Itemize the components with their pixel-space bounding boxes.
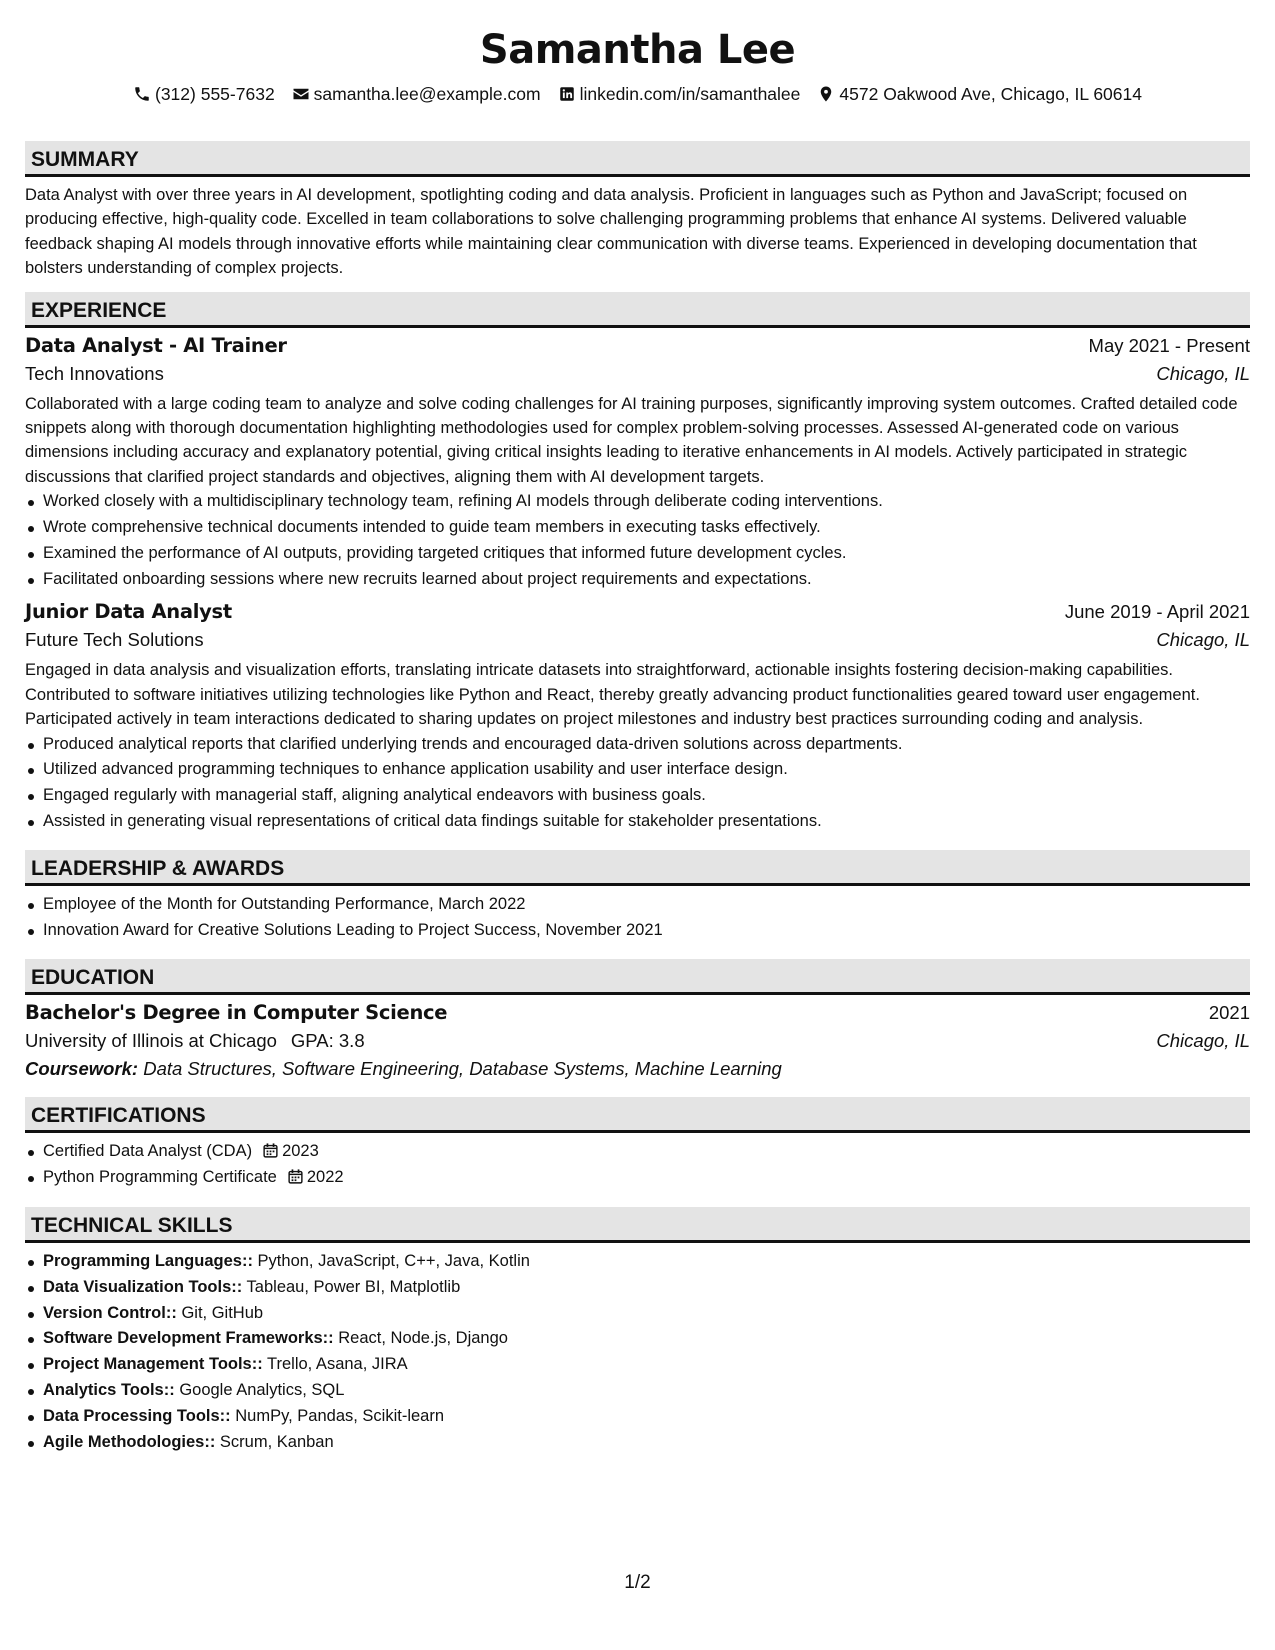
list-item bbox=[43, 1301, 1250, 1327]
certification-name: Python Programming Certificate bbox=[43, 1168, 277, 1187]
skill-label: Programming Languages:: bbox=[43, 1252, 253, 1271]
education-header bbox=[25, 1001, 1250, 1024]
address-text: 4572 Oakwood Ave, Chicago, IL 60614 bbox=[839, 83, 1142, 104]
skill-label: Analytics Tools:: bbox=[43, 1381, 175, 1400]
skills-heading: TECHNICAL SKILLS bbox=[25, 1207, 1250, 1243]
skills-list bbox=[25, 1249, 1250, 1455]
job-description: Collaborated with a large coding team to analyze and solve coding challenges for AI training purposes, significantly improving system outcomes. Crafted detailed code snippets along with thorough documentation highlighting methodologies used for complex problem-solving processes. Assessed AI-generated code on various dimensions including accuracy and explanatory potential, giving critical insights leading to iterative enhancements in AI models. Actively participated in strategic discussions that clarified project standards and objectives, aligning them with AI development targets. bbox=[25, 394, 1238, 486]
linkedin-text[interactable]: linkedin.com/in/samanthalee bbox=[579, 83, 801, 104]
certification-name: Certified Data Analyst (CDA) bbox=[43, 1142, 253, 1161]
skill-label: Software Development Frameworks:: bbox=[43, 1329, 334, 1348]
experience-heading: EXPERIENCE bbox=[25, 292, 1250, 328]
summary-heading: SUMMARY bbox=[25, 141, 1250, 177]
resume-page bbox=[25, 0, 1250, 1650]
email-text[interactable]: samantha.lee@example.com bbox=[313, 83, 541, 104]
list-item: Worked closely with a multidisciplinary technology team, refining AI models through deliberate coding interventions. bbox=[43, 489, 1250, 515]
list-item bbox=[43, 1326, 1250, 1352]
envelope-icon bbox=[292, 85, 310, 103]
job-description: Engaged in data analysis and visualization efforts, translating intricate datasets into straightforward, actionable insights fostering decision-making capabilities. Contributed to software initiatives utilizing technologies like Python and React, thereby greatly advancing product functionalities geared toward user engagement. Participated actively in team interactions dedicated to sharing updates on project milestones and industry best practices surrounding coding and analysis. bbox=[25, 661, 1200, 729]
list-item bbox=[43, 1165, 1250, 1191]
list-item bbox=[43, 1352, 1250, 1378]
graduation-year: 2021 bbox=[1208, 1002, 1250, 1024]
skill-label: Version Control:: bbox=[43, 1303, 177, 1322]
job-company: Future Tech Solutions bbox=[25, 629, 204, 651]
job-location: Chicago, IL bbox=[1156, 629, 1250, 651]
certification-year: 2022 bbox=[306, 1168, 344, 1187]
phone-text: (312) 555-7632 bbox=[155, 83, 275, 104]
skill-value: Google Analytics, SQL bbox=[179, 1381, 345, 1400]
calendar-icon bbox=[287, 1168, 304, 1185]
job-title: Data Analyst - AI Trainer bbox=[25, 333, 287, 357]
coursework-label: Coursework: bbox=[25, 1058, 139, 1080]
list-item bbox=[43, 1139, 1250, 1165]
list-item: Wrote comprehensive technical documents intended to guide team members in executing tasks effectively. bbox=[43, 515, 1250, 541]
skill-label: Data Visualization Tools:: bbox=[43, 1277, 243, 1296]
job-bullets bbox=[25, 489, 1250, 592]
list-item bbox=[43, 1275, 1250, 1301]
skill-label: Data Processing Tools:: bbox=[43, 1406, 231, 1425]
contact-address bbox=[817, 84, 1142, 105]
page-number: 1/2 bbox=[624, 1572, 651, 1593]
degree-title: Bachelor's Degree in Computer Science bbox=[25, 1001, 448, 1025]
education-subheader bbox=[25, 1030, 1250, 1052]
certifications-heading: CERTIFICATIONS bbox=[25, 1097, 1250, 1133]
map-marker-icon bbox=[817, 85, 835, 103]
list-item: Facilitated onboarding sessions where new recruits learned about project requirements and expectations. bbox=[43, 567, 1250, 593]
linkedin-icon bbox=[558, 85, 576, 103]
certification-year: 2023 bbox=[282, 1142, 319, 1161]
job-subheader bbox=[25, 363, 1250, 385]
job-title: Junior Data Analyst bbox=[25, 600, 232, 624]
skill-value: Scrum, Kanban bbox=[219, 1432, 334, 1451]
list-item bbox=[43, 1378, 1250, 1404]
skill-value: Git, GitHub bbox=[181, 1303, 264, 1322]
contact-linkedin[interactable] bbox=[558, 84, 801, 105]
skill-value: Trello, Asana, JIRA bbox=[267, 1355, 408, 1374]
skill-label: Project Management Tools:: bbox=[43, 1355, 263, 1374]
list-item bbox=[43, 1430, 1250, 1456]
gpa-text: GPA: 3.8 bbox=[290, 1030, 365, 1052]
summary-text: Data Analyst with over three years in AI development, spotlighting coding and data analysis. Proficient in languages such as Python and JavaScript; focused on producing effective, high-quality code. Excelled in team collaborations to solve challenging programming problems that enhance AI systems. Delivered valuable feedback shaping AI models through innovative efforts while maintaining clear communication with diverse teams. Experienced in developing documentation that bolsters understanding of complex projects. bbox=[25, 186, 1197, 278]
job-dates: May 2021 - Present bbox=[1088, 334, 1250, 356]
calendar-icon bbox=[262, 1142, 279, 1159]
skill-value: React, Node.js, Django bbox=[338, 1329, 508, 1348]
job-header bbox=[25, 334, 1250, 357]
job-header bbox=[25, 600, 1250, 623]
candidate-name: Samantha Lee bbox=[479, 27, 796, 73]
list-item bbox=[43, 1249, 1250, 1275]
leadership-heading: LEADERSHIP & AWARDS bbox=[25, 850, 1250, 886]
list-item: Utilized advanced programming techniques to enhance application usability and user interface design. bbox=[43, 757, 1250, 783]
list-item: Employee of the Month for Outstanding Performance, March 2022 bbox=[43, 892, 1250, 918]
job-entry bbox=[25, 334, 1250, 593]
job-dates: June 2019 - April 2021 bbox=[1064, 601, 1250, 623]
list-item: Innovation Award for Creative Solutions Leading to Project Success, November 2021 bbox=[43, 918, 1250, 944]
job-bullets bbox=[25, 732, 1250, 835]
job-subheader bbox=[25, 629, 1250, 651]
skill-label: Agile Methodologies:: bbox=[43, 1432, 216, 1451]
contact-phone bbox=[133, 84, 275, 105]
list-item: Engaged regularly with managerial staff, aligning analytical endeavors with business goals. bbox=[43, 783, 1250, 809]
skill-value: NumPy, Pandas, Scikit-learn bbox=[235, 1406, 445, 1425]
coursework-text: Data Structures, Software Engineering, Database Systems, Machine Learning bbox=[143, 1058, 782, 1080]
list-item bbox=[43, 1404, 1250, 1430]
certifications-list bbox=[25, 1139, 1250, 1191]
school-line bbox=[25, 1030, 365, 1052]
school-name: University of Illinois at Chicago bbox=[25, 1030, 277, 1052]
list-item: Assisted in generating visual representations of critical data findings suitable for stakeholder presentations. bbox=[43, 809, 1250, 835]
skill-value: Tableau, Power BI, Matplotlib bbox=[246, 1277, 461, 1296]
job-entry bbox=[25, 600, 1250, 834]
job-location: Chicago, IL bbox=[1156, 362, 1250, 384]
education-entry bbox=[25, 1001, 1250, 1080]
school-location: Chicago, IL bbox=[1156, 1030, 1250, 1052]
coursework-line bbox=[25, 1058, 1250, 1080]
contact-email[interactable] bbox=[292, 84, 541, 105]
awards-list bbox=[25, 892, 1250, 944]
contact-bar bbox=[25, 81, 1250, 107]
skill-value: Python, JavaScript, C++, Java, Kotlin bbox=[257, 1252, 530, 1271]
phone-icon bbox=[133, 85, 151, 103]
list-item: Examined the performance of AI outputs, providing targeted critiques that informed future development cycles. bbox=[43, 541, 1250, 567]
list-item: Produced analytical reports that clarified underlying trends and encouraged data-driven solutions across departments. bbox=[43, 732, 1250, 758]
job-company: Tech Innovations bbox=[25, 362, 164, 384]
education-heading: EDUCATION bbox=[25, 959, 1250, 995]
